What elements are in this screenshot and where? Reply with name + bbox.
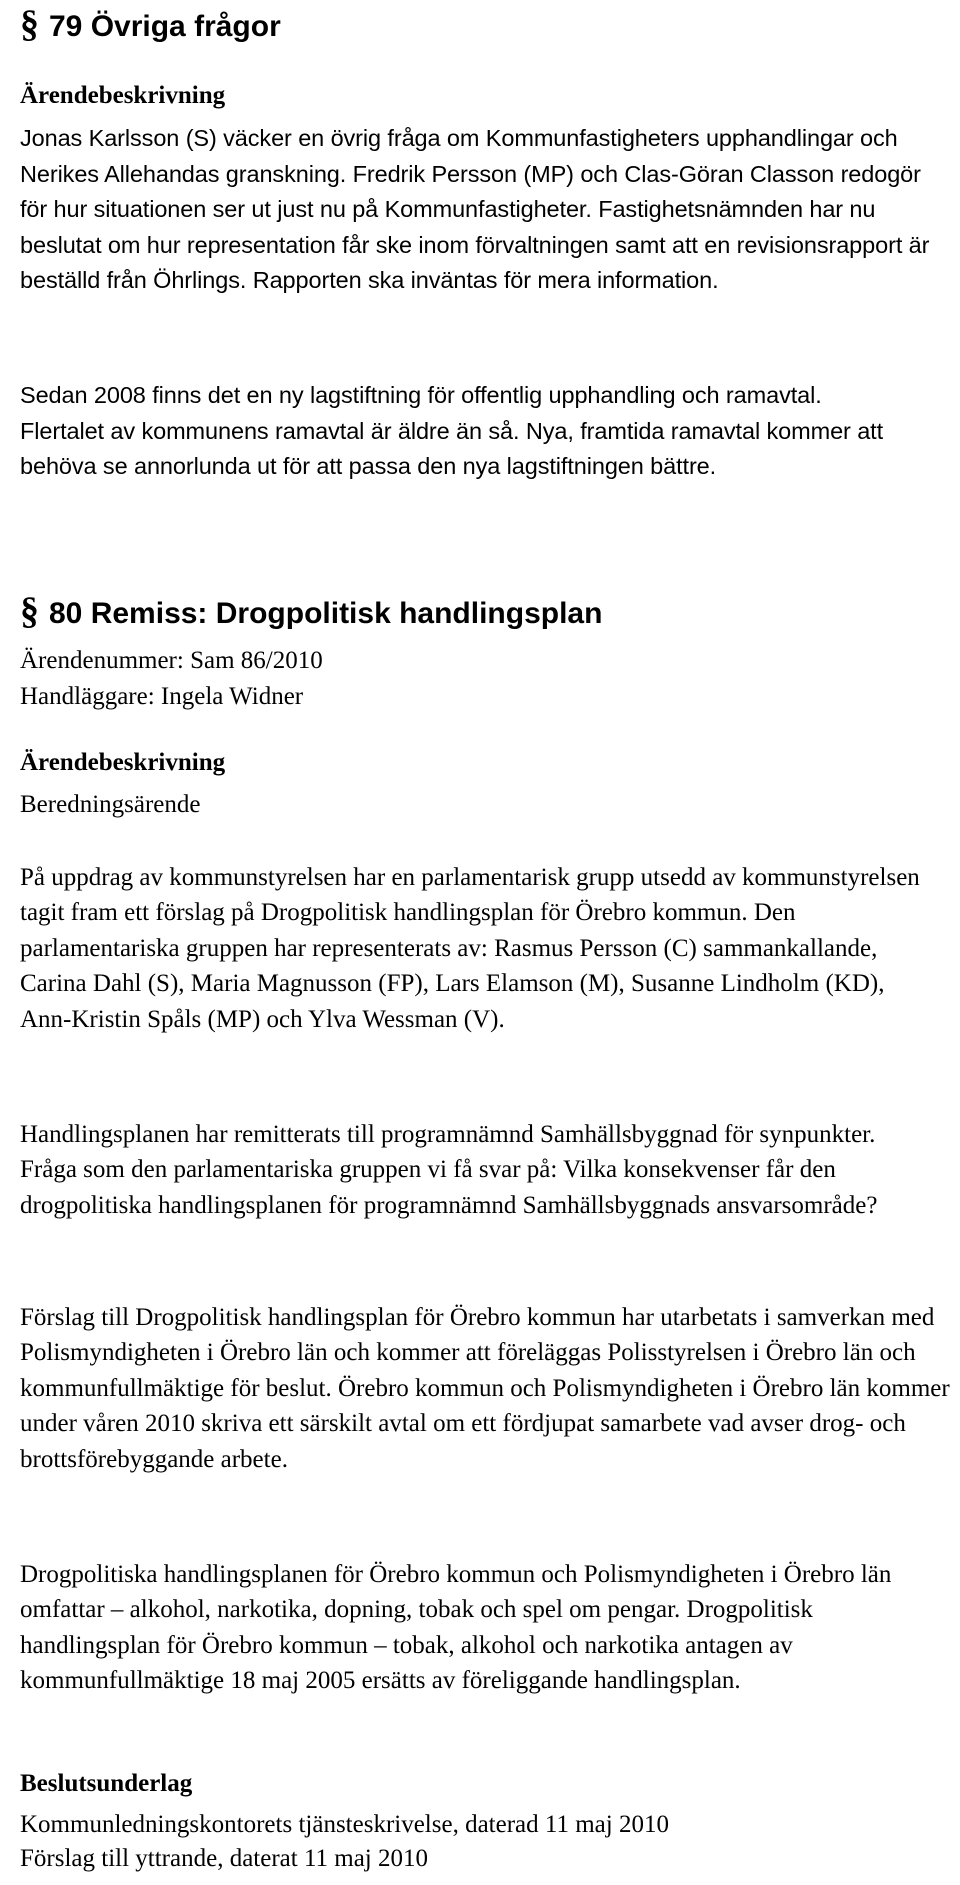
section-80-heading xyxy=(20,590,603,632)
section-79-description-heading: Ärendebeskrivning xyxy=(20,82,226,109)
paragraph-sign: § xyxy=(20,3,39,45)
case-officer: Handläggare: Ingela Widner xyxy=(20,683,304,710)
basis-item-2: Förslag till yttrande, daterat 11 maj 2010 xyxy=(20,1845,429,1872)
case-type: Beredningsärende xyxy=(20,791,201,818)
basis-heading: Beslutsunderlag xyxy=(20,1770,193,1797)
section-80-paragraph-1: På uppdrag av kommunstyrelsen har en parlamentarisk grupp utsedd av kommunstyrelsen tagit fram ett förslag på Drogpolitisk handlingsplan för Örebro kommun. Den parlamentariska gruppen har representerats av: Rasmus Persson (C) sammankallande, Carina Dahl (S), Maria Magnusson (FP), Lars Elamson (M), Susanne Lindholm (KD), Ann-Kristin Spåls (MP) och Ylva Wessman (V). xyxy=(20,864,920,1033)
section-80-paragraph-4: Drogpolitiska handlingsplanen för Örebro kommun och Polismyndigheten i Örebro län omfattar – alkohol, narkotika, dopning, tobak och spel om pengar. Drogpolitisk handlingsplan för Örebro kommun – tobak, alkohol och narkotika antagen av kommunfullmäktige 18 maj 2005 ersätts av föreliggande handlingsplan. xyxy=(20,1561,892,1695)
case-number: Ärendenummer: Sam 86/2010 xyxy=(20,647,323,674)
section-79-heading xyxy=(20,3,281,45)
section-79-title: 79 Övriga frågor xyxy=(49,10,281,43)
section-80-title: 80 Remiss: Drogpolitisk handlingsplan xyxy=(49,597,603,630)
section-80-description-heading: Ärendebeskrivning xyxy=(20,749,226,776)
paragraph-sign: § xyxy=(20,590,39,632)
section-80-paragraph-2: Handlingsplanen har remitterats till programnämnd Samhällsbyggnad för synpunkter. Fråga som den parlamentariska gruppen vi få svar på: Vilka konsekvenser får den drogpolitiska handlingsplanen för programnämnd Samhällsbyggnads ansvarsområde? xyxy=(20,1121,878,1219)
section-79-paragraph-1: Jonas Karlsson (S) väcker en övrig fråga om Kommunfastigheters upphandlingar och Nerikes Allehandas granskning. Fredrik Persson (MP) och Clas-Göran Classon redogör för hur situationen ser ut just nu på Kommunfastigheter. Fastighetsnämnden har nu beslutat om hur representation får ske inom förvaltningen samt att en revisionsrapport är beställd från Öhrlings. Rapporten ska inväntas för mera information. xyxy=(20,125,930,293)
section-80-paragraph-3: Förslag till Drogpolitisk handlingsplan för Örebro kommun har utarbetats i samverkan med Polismyndigheten i Örebro län och kommer att föreläggas Polisstyrelsen i Örebro län och kommunfullmäktige för beslut. Örebro kommun och Polismyndigheten i Örebro län kommer under våren 2010 skriva ett särskilt avtal om ett fördjupat samarbete vad avser drog- och brottsförebyggande arbete. xyxy=(20,1304,950,1473)
basis-item-1: Kommunledningskontorets tjänsteskrivelse, daterad 11 maj 2010 xyxy=(20,1811,669,1838)
section-79-paragraph-2: Sedan 2008 finns det en ny lagstiftning för offentlig upphandling och ramavtal. Flertalet av kommunens ramavtal är äldre än så. Nya, framtida ramavtal kommer att behöva se annorlunda ut för att passa den nya lagstiftningen bättre. xyxy=(20,382,884,479)
